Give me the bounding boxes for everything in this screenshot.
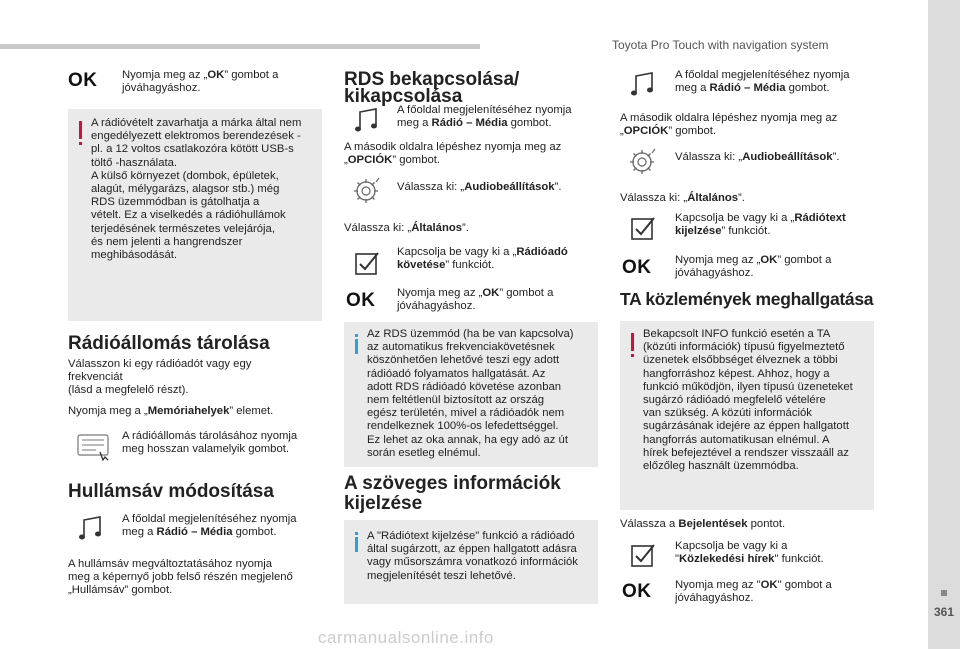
- rds-home-instruction: A főoldal megjelenítéséhez nyomja meg a Rádió – Média gombot.: [397, 104, 572, 130]
- announcements-text: Válassza a Bejelentések pontot.: [620, 518, 786, 530]
- ok-instruction: Nyomja meg az „OK” gombot a jóváhagyáshoz.: [675, 254, 832, 280]
- heading-station-storage: Rádióállomás tárolása: [68, 333, 270, 354]
- info-icon: [355, 537, 358, 552]
- info-icon: [355, 339, 358, 354]
- home-instruction: A főoldal megjelenítéséhez nyomja meg a Rádió – Média gombot.: [675, 69, 850, 95]
- ok-icon: OK: [346, 290, 376, 311]
- warning-icon: [79, 121, 82, 139]
- band-home-instruction: A főoldal megjelenítéséhez nyomja meg a Rádió – Média gombot.: [122, 513, 297, 539]
- rds-options-text: A második oldalra lépéshez nyomja meg az „OPCIÓK” gombot.: [344, 141, 562, 167]
- bullet-icon: [941, 590, 947, 596]
- general-text: Válassza ki: „Általános”.: [620, 192, 745, 204]
- station-memory-text: Nyomja meg a „Memóriahelyek” elemet.: [68, 405, 274, 417]
- rds-follow-toggle-text: Kapcsolja be vagy ki a „Rádióadó követése” funkciót.: [397, 246, 568, 272]
- ok-instruction: Nyomja meg az „OK” gombot a jóváhagyáshoz.: [122, 69, 279, 95]
- heading-ta: TA közlemények meghallgatása: [620, 289, 874, 309]
- info-text-radiotext: A "Rádiótext kijelzése" funkció a rádióadó által sugárzott, az éppen hallgatott adásra vagy műsorszámra vonatkozó információk megjelenítését teszi lehetővé.: [367, 530, 578, 582]
- header-rule: [0, 44, 480, 49]
- heading-band-change: Hullámsáv módosítása: [68, 481, 274, 502]
- traffic-news-toggle-text: Kapcsolja be vagy ki a "Közlekedési hírek" funkciót.: [675, 540, 824, 566]
- station-paragraph: Válasszon ki egy rádióadót vagy egy frekvenciát (lásd a megfelelő részt).: [68, 358, 252, 397]
- memory-list-icon: [76, 432, 116, 462]
- checkbox-icon: [628, 542, 668, 572]
- checkbox-icon: [628, 215, 668, 245]
- page-header-title: Toyota Pro Touch with navigation system: [612, 38, 829, 52]
- info-text-rds: Az RDS üzemmód (ha be van kapcsolva) az automatikus frekvenciakövetésnek köszönhetően lehetővé teszi egy adott rádióadó folyamatos hallgatását. Az adott RDS rádióadó követése azonban nem feltétlenül biztosított az ország egész területén, mivel a rádióadók nem rendelkeznek 100%-os lefedettséggel. Ez lehet az oka annak, ha egy adó az út során esetleg elnémul.: [367, 328, 574, 459]
- band-paragraph: A hullámsáv megváltoztatásához nyomja meg a képernyő jobb felső részén megjelenő „Hullámsáv” gombot.: [68, 558, 293, 597]
- heading-rds: RDS bekapcsolása/ kikapcsolása: [344, 69, 520, 107]
- warning-icon: [631, 333, 634, 351]
- side-strip: [928, 0, 960, 649]
- rds-general-text: Válassza ki: „Általános”.: [344, 222, 469, 234]
- page-number: 361: [933, 605, 955, 619]
- music-note-icon: [350, 106, 390, 136]
- warning-text: A rádióvételt zavarhatja a márka által nem engedélyezett elektromos berendezések - pl. a 12 voltos csatlakozóra kötött USB-s töltő -használata. A külső környezet (dombok, épületek, alagút, mélygarázs, alagsor stb.) még RDS üzemmódban is gátolhatja a vételt. Ez a viselkedés a rádióhullámok terjedésének természetes velejárója, és nem jelenti a hangrendszer meghibásodását.: [91, 117, 302, 262]
- ok-icon: OK: [622, 257, 652, 278]
- ok-icon: OK: [68, 70, 98, 91]
- rds-ok-instruction: Nyomja meg az „OK” gombot a jóváhagyáshoz.: [397, 287, 554, 313]
- radiotext-toggle-text: Kapcsolja be vagy ki a „Rádiótext kijelzése” funkciót.: [675, 212, 846, 238]
- checkbox-icon: [352, 250, 392, 280]
- options-text: A második oldalra lépéshez nyomja meg az „OPCIÓK” gombot.: [620, 112, 838, 138]
- watermark: carmanualsonline.info: [318, 628, 494, 647]
- heading-text-info: A szöveges információk kijelzése: [344, 473, 561, 514]
- settings-gear-icon: [626, 147, 666, 177]
- music-note-icon: [74, 514, 114, 544]
- ok-icon: OK: [622, 581, 652, 602]
- station-store-instruction: A rádióállomás tárolásához nyomja meg hosszan valamelyik gombot.: [122, 430, 298, 456]
- warning-text-ta: Bekapcsolt INFO funkció esetén a TA (közúti információk) típusú figyelmeztető üzenetek elsőbbséget élveznek a többi hangforráshoz képest. Ahhoz, hogy a funkció működjön, ilyen típusú üzeneteket sugárzó rádióadó megfelelő vételére van szükség. A közúti információk sugárzásának idejére az éppen hallgatott hangforrás automatikusan elnémul. A hírek befejeztével a rendszer visszaáll az előzőleg használt üzemmódba.: [643, 328, 853, 473]
- settings-gear-icon: [350, 176, 390, 206]
- music-note-icon: [626, 70, 666, 100]
- audio-settings-text: Válassza ki: „Audiobeállítások”.: [675, 151, 840, 163]
- rds-audio-settings-text: Válassza ki: „Audiobeállítások”.: [397, 181, 562, 193]
- ok-instruction-final: Nyomja meg az "OK" gombot a jóváhagyáshoz.: [675, 579, 832, 605]
